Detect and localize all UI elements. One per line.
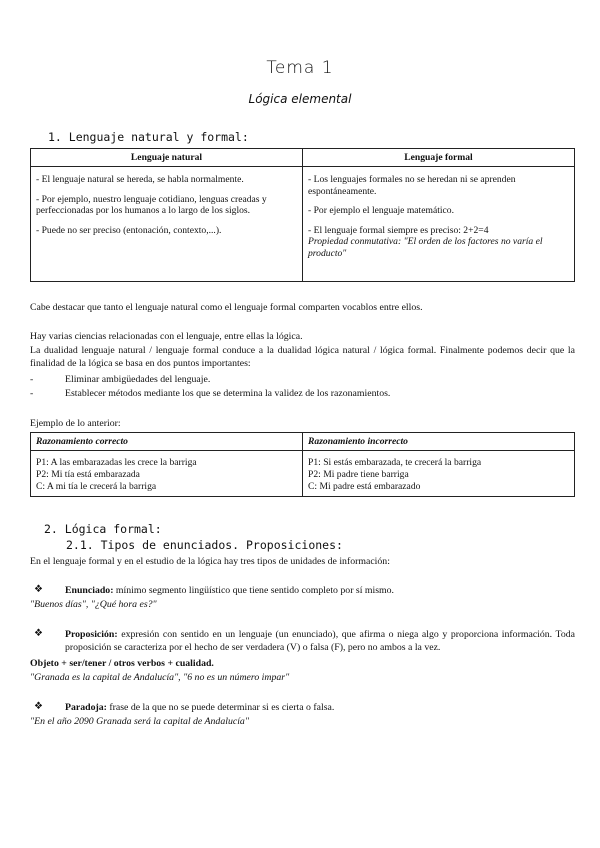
definition-paradoja bbox=[65, 701, 575, 714]
example-label: Ejemplo de lo anterior: bbox=[30, 418, 121, 429]
table1-natural-item: - Puede no ser preciso (entonación, contexto,...). bbox=[36, 224, 222, 236]
table-reasoning bbox=[30, 432, 575, 497]
proposicion-definition: expresión con sentido en un lenguaje (un enunciado), que afirma o niega algo y proporciona información. Toda proposición se caracteriza por el hecho de ser verdadera (V) o falsa (F), pero no ambos a la vez. bbox=[65, 629, 575, 653]
table1-formal-item: - Por ejemplo el lenguaje matemático. bbox=[308, 205, 454, 216]
table-natural-formal bbox=[30, 148, 575, 282]
table2-incorrect-line: P1: Si estás embarazada, te crecerá la barriga bbox=[308, 457, 482, 468]
table2-correct-line: C: A mi tía le crecerá la barriga bbox=[36, 481, 157, 492]
paragraph-shared-vocabulary: Cabe destacar que tanto el lenguaje natural como el lenguaje formal comparten vocablos entre ellos. bbox=[30, 302, 423, 313]
paradoja-example: "En el año 2090 Granada será la capital de Andalucía" bbox=[30, 716, 249, 727]
diamond-bullet-icon: ❖ bbox=[34, 701, 43, 712]
table1-natural-item: - Por ejemplo, nuestro lenguaje cotidiano, lenguas creadas y perfeccionadas por los humanos a lo largo de los siglos. bbox=[36, 193, 267, 216]
paragraph-duality: La dualidad lenguaje natural / lenguaje formal conduce a la dualidad lógica natural / lógica formal. Finalmente podemos decir que la finalidad de la lógica se basa en dos puntos importantes: bbox=[30, 345, 575, 369]
table2-cell-incorrect bbox=[303, 451, 575, 497]
section-2-1-heading: 2.1. Tipos de enunciados. Proposiciones: bbox=[66, 538, 343, 552]
table2-incorrect-line: P2: Mi padre tiene barriga bbox=[308, 469, 409, 480]
table2-header-incorrect: Razonamiento incorrecto bbox=[303, 433, 575, 451]
enunciado-definition: mínimo segmento lingüístico que tiene sentido completo por sí mismo. bbox=[113, 585, 395, 596]
table1-cell-formal bbox=[303, 167, 575, 282]
table1-header-natural: Lenguaje natural bbox=[31, 149, 303, 167]
diamond-bullet-icon: ❖ bbox=[34, 628, 43, 639]
section-1-heading: 1. Lenguaje natural y formal: bbox=[48, 130, 249, 144]
proposicion-term: Proposición: bbox=[65, 629, 118, 640]
table1-header-formal: Lenguaje formal bbox=[303, 149, 575, 167]
point-item: Establecer métodos mediante los que se determina la validez de los razonamientos. bbox=[65, 388, 391, 399]
paradoja-term: Paradoja: bbox=[65, 702, 107, 713]
point-dash: - bbox=[30, 388, 34, 399]
paradoja-definition: frase de la que no se puede determinar si es cierta o falsa. bbox=[106, 702, 335, 713]
paragraph-information-units: En el lenguaje formal y en el estudio de la lógica hay tres tipos de unidades de información: bbox=[30, 556, 390, 567]
table2-header-correct: Razonamiento correcto bbox=[31, 433, 303, 451]
table2-cell-correct bbox=[31, 451, 303, 497]
table1-cell-natural bbox=[31, 167, 303, 282]
table2-correct-line: P2: Mi tía está embarazada bbox=[36, 469, 140, 480]
paragraph-sciences: Hay varias ciencias relacionadas con el lenguaje, entre ellas la lógica. bbox=[30, 331, 303, 342]
page-title: Tema 1 bbox=[266, 58, 334, 78]
proposicion-formula: Objeto + ser/tener / otros verbos + cualidad. bbox=[30, 658, 214, 669]
page-subtitle: Lógica elemental bbox=[248, 92, 352, 106]
definition-enunciado bbox=[65, 584, 575, 597]
table1-natural-item: - El lenguaje natural se hereda, se habla normalmente. bbox=[36, 174, 244, 185]
table1-formal-item: - El lenguaje formal siempre es preciso: 2+2=4 bbox=[308, 224, 489, 236]
table1-formal-item: - Los lenguajes formales no se heredan ni se aprenden espontáneamente. bbox=[308, 174, 516, 197]
table1-formal-property: Propiedad conmutativa: "El orden de los factores no varía el producto" bbox=[308, 236, 543, 259]
table2-incorrect-line: C: Mi padre está embarazado bbox=[308, 481, 421, 492]
diamond-bullet-icon: ❖ bbox=[34, 584, 43, 595]
proposicion-example: "Granada es la capital de Andalucía", "6 no es un número impar" bbox=[30, 672, 290, 683]
enunciado-example: "Buenos días", "¿Qué hora es?" bbox=[30, 599, 157, 610]
point-dash: - bbox=[30, 374, 34, 385]
section-2-heading: 2. Lógica formal: bbox=[44, 522, 162, 536]
enunciado-term: Enunciado: bbox=[65, 585, 114, 596]
definition-proposicion bbox=[65, 628, 575, 654]
point-item: Eliminar ambigüedades del lenguaje. bbox=[65, 374, 211, 385]
table2-correct-line: P1: A las embarazadas les crece la barriga bbox=[36, 457, 197, 468]
